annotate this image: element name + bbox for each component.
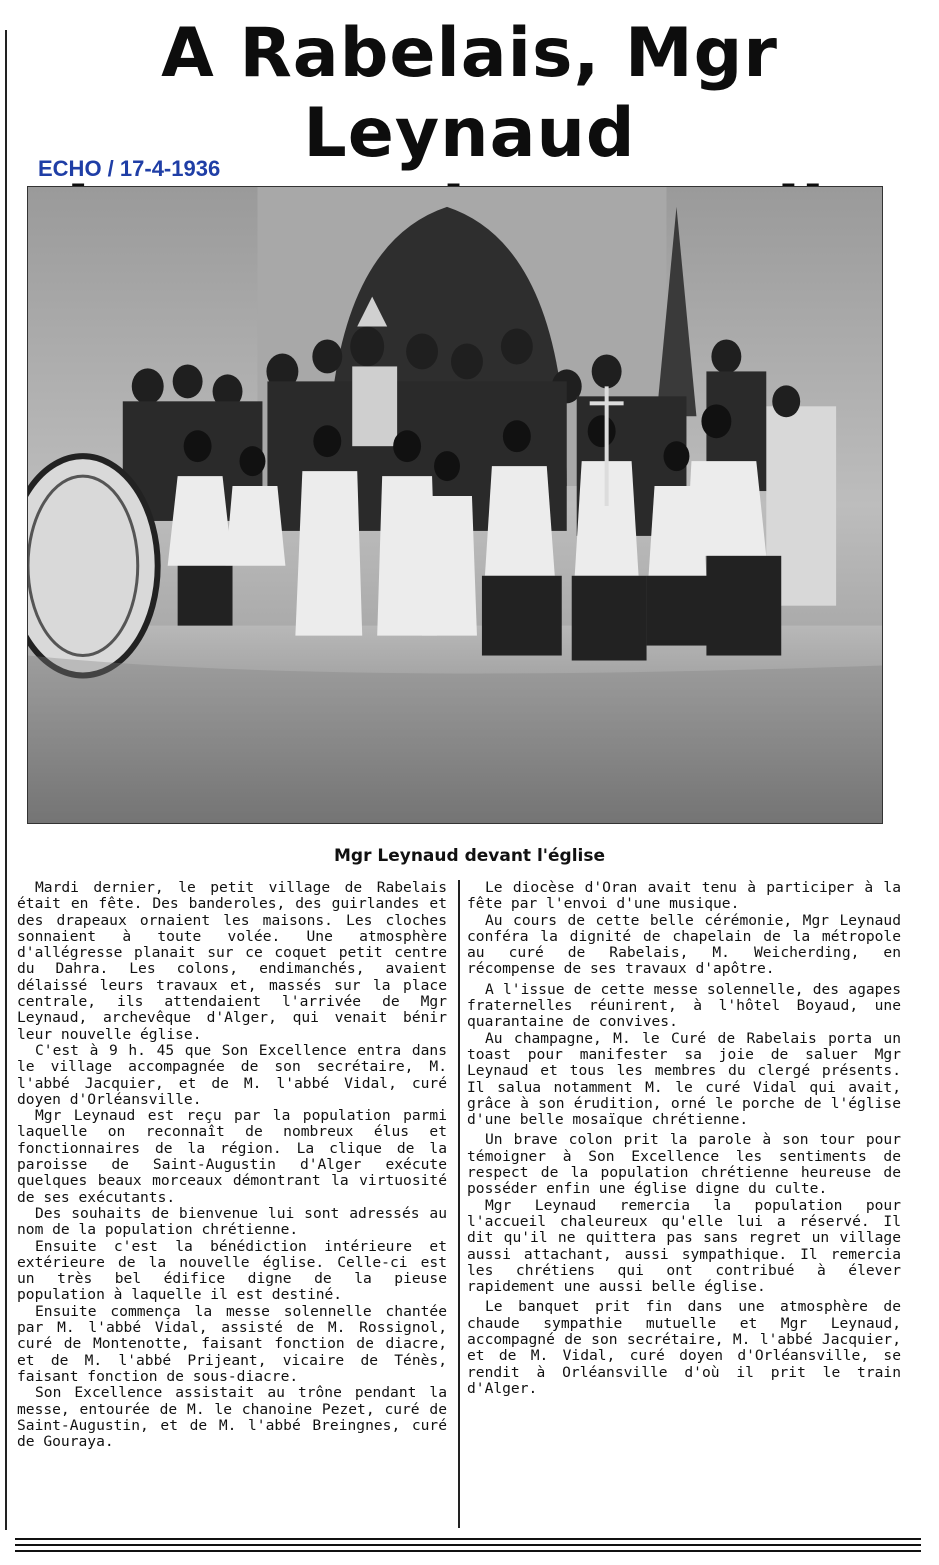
paragraph: Mardi dernier, le petit village de Rabelais était en fête. Des banderoles, des guirlandes et des drapeaux ornaient les maisons. Les cloches sonnaient à toute volée. Une atmosphère d'allégresse planait sur ce coquet petit centre du Dahra. Les colons, endimanchés, avaient délaissé leurs travaux et, massés sur la place centrale, ils attendaient l'arrivée de Mgr Leynaud, archevêque d'Alger, qui venait bénir leur nouvelle église. (17, 879, 447, 1043)
bottom-rule-3 (15, 1550, 921, 1552)
photo-caption: Mgr Leynaud devant l'église (333, 846, 606, 866)
column-divider (458, 880, 460, 1528)
paragraph: Mgr Leynaud remercia la population pour l'accueil chaleureux qu'elle lui a réservé. Il dit qu'il ne quittera pas sans regret un village aussi attachant, aussi sympathique. Il remercia les chrétiens qui ont contribué à élever rapidement une aussi belle église. (467, 1196, 901, 1296)
paragraph: Ensuite commença la messe solennelle chantée par M. l'abbé Vidal, assisté de M. Rossignol, curé de Montenotte, faisant fonction de diacre, et de M. l'abbé Prijeant, vicaire de Ténès, faisant fonction de sous-diacre. (17, 1302, 447, 1385)
paragraph: Un brave colon prit la parole à son tour pour témoigner à Son Excellence les sentiments de respect de la population chrétienne heureuse de posséder enfin une église digne du culte. (467, 1131, 901, 1198)
headline-line-1: A Rabelais, Mgr Leynaud (161, 14, 778, 173)
bottom-rule-2 (15, 1544, 921, 1546)
paragraph: Mgr Leynaud est reçu par la population parmi laquelle on reconnaît de nombreux élus et fonctionnaires de la région. La clique de la paroisse de Saint-Augustin d'Alger exécute quelques beaux morceaux démontrant la virtuosité de ses exécutants. (17, 1107, 447, 1206)
source-date-tag: ECHO / 17-4-1936 (38, 156, 221, 181)
group-photo-image (28, 187, 882, 823)
paragraph: Au champagne, M. le Curé de Rabelais porta un toast pour manifester sa joie de saluer Mgr Leynaud et tous les membres du clergé présents. Il salua notamment M. le curé Vidal qui avait, grâce à son érudition, orné le porche de l'église d'une belle mosaïque chrétienne. (467, 1029, 901, 1129)
paragraph: A l'issue de cette messe solennelle, des agapes fraternelles réunirent, à l'hôtel Boyaud, une quarantaine de convives. (467, 980, 901, 1031)
paragraph: Des souhaits de bienvenue lui sont adressés au nom de la population chrétienne. (17, 1204, 447, 1239)
paragraph: Ensuite c'est la bénédiction intérieure et extérieure de la nouvelle église. Celle-ci est un très bel édifice digne de la pieuse population à laquelle il est destiné. (17, 1237, 447, 1304)
article-column-left (17, 880, 447, 1450)
paragraph: Le banquet prit fin dans une atmosphère de chaude sympathie mutuelle et Mgr Leynaud, accompagné de son secrétaire, M. l'abbé Jacquier, et de M. Vidal, curé doyen d'Orléansville, se rendit à Orléansville d'où il prit le train d'Alger. (467, 1298, 901, 1397)
article-photo (27, 186, 883, 824)
paragraph: C'est à 9 h. 45 que Son Excellence entra dans le village accompagnée de son secrétaire, M. l'abbé Jacquier, et de M. l'abbé Vidal, curé doyen d'Orléansville. (17, 1041, 447, 1108)
paragraph: Son Excellence assistait au trône pendant la messe, entourée de M. le chanoine Pezet, curé de Saint-Augustin, et de M. l'abbé Breingnes, curé de Gouraya. (17, 1384, 447, 1451)
paragraph: Le diocèse d'Oran avait tenu à participer à la fête par l'envoi d'une musique. (467, 879, 901, 913)
paragraph: Au cours de cette belle cérémonie, Mgr Leynaud conféra la dignité de chapelain de la métropole au curé de Rabelais, M. Weicherding, en récompense de ses travaux d'apôtre. (467, 911, 901, 978)
article-column-right (467, 880, 901, 1397)
bottom-rule-1 (15, 1538, 921, 1540)
